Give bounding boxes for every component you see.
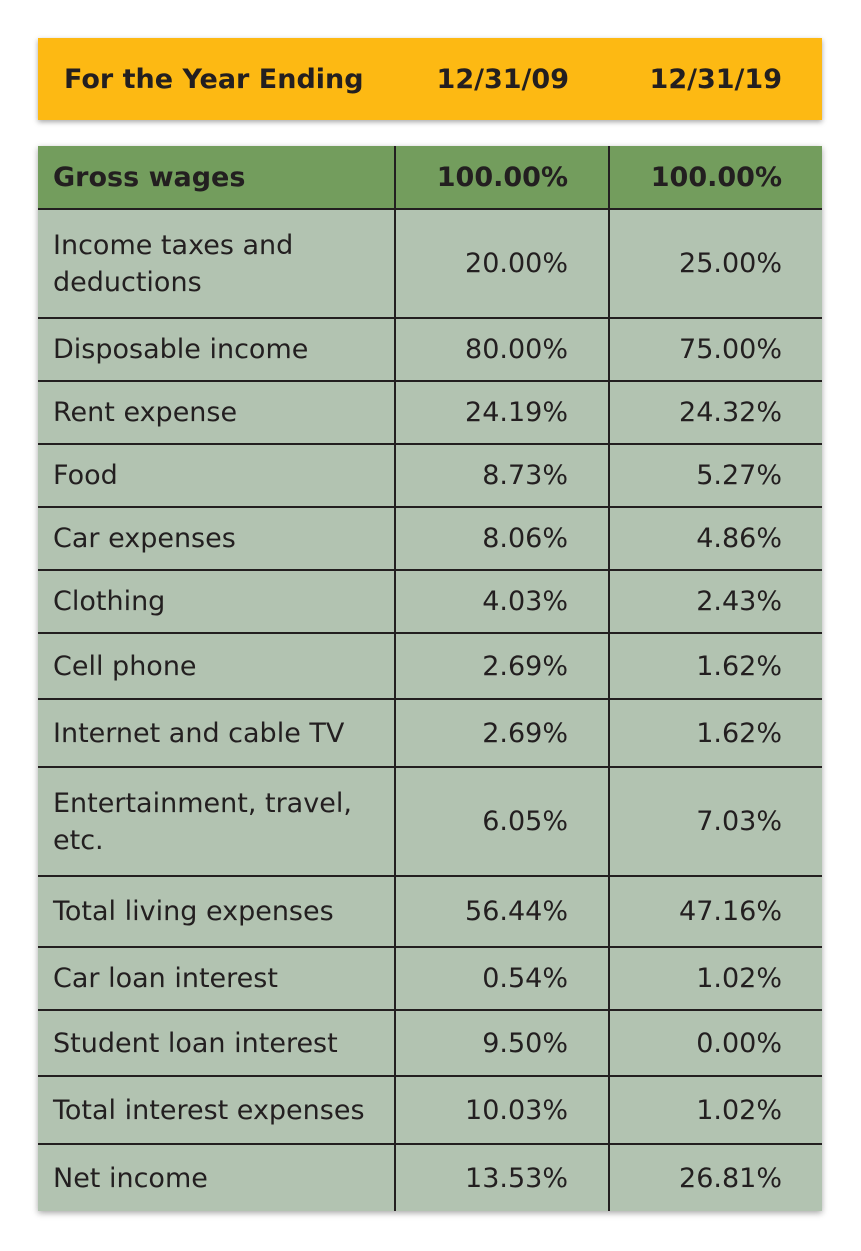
table-row [38,947,822,1010]
table-row-gross-wages [38,146,822,209]
value-2019: 25.00% [609,209,822,318]
row-label: Disposable income [38,318,395,381]
table-row [38,1076,822,1144]
value-2009: 100.00% [395,146,609,209]
row-label: Food [38,444,395,507]
value-2009: 24.19% [395,381,609,444]
table-row [38,767,822,876]
value-2009: 4.03% [395,570,609,633]
value-2009: 10.03% [395,1076,609,1144]
value-2019: 26.81% [609,1144,822,1211]
header-year-2009: 12/31/09 [436,63,569,95]
row-label: Income taxes and deductions [38,209,395,318]
row-label: Car loan interest [38,947,395,1010]
table-row [38,209,822,318]
value-2009: 8.06% [395,507,609,570]
row-label: Clothing [38,570,395,633]
value-2009: 6.05% [395,767,609,876]
income-statement-table [38,146,822,1211]
column-header-bar [38,38,822,120]
table-row [38,570,822,633]
value-2019: 5.27% [609,444,822,507]
header-label: For the Year Ending [64,63,364,95]
table-row [38,633,822,699]
value-2019: 47.16% [609,876,822,947]
value-2019: 1.02% [609,1076,822,1144]
table-row [38,699,822,767]
value-2019: 1.02% [609,947,822,1010]
row-label: Car expenses [38,507,395,570]
header-year-2019: 12/31/19 [649,63,782,95]
table-row [38,318,822,381]
value-2009: 2.69% [395,633,609,699]
row-label: Net income [38,1144,395,1211]
table-row [38,381,822,444]
value-2019: 75.00% [609,318,822,381]
value-2019: 1.62% [609,699,822,767]
value-2009: 2.69% [395,699,609,767]
table-row [38,876,822,947]
value-2009: 80.00% [395,318,609,381]
row-label: Student loan interest [38,1010,395,1076]
table-row [38,444,822,507]
table-row [38,1010,822,1076]
row-label: Internet and cable TV [38,699,395,767]
value-2019: 0.00% [609,1010,822,1076]
value-2019: 100.00% [609,146,822,209]
value-2009: 9.50% [395,1010,609,1076]
value-2019: 24.32% [609,381,822,444]
value-2009: 8.73% [395,444,609,507]
value-2009: 56.44% [395,876,609,947]
table-row [38,1144,822,1211]
value-2009: 13.53% [395,1144,609,1211]
row-label: Total living expenses [38,876,395,947]
value-2019: 2.43% [609,570,822,633]
row-label: Rent expense [38,381,395,444]
value-2019: 7.03% [609,767,822,876]
table-row [38,507,822,570]
row-label: Gross wages [38,146,395,209]
row-label: Entertainment, travel, etc. [38,767,395,876]
row-label: Cell phone [38,633,395,699]
value-2009: 0.54% [395,947,609,1010]
row-label: Total interest expenses [38,1076,395,1144]
value-2019: 1.62% [609,633,822,699]
value-2009: 20.00% [395,209,609,318]
value-2019: 4.86% [609,507,822,570]
